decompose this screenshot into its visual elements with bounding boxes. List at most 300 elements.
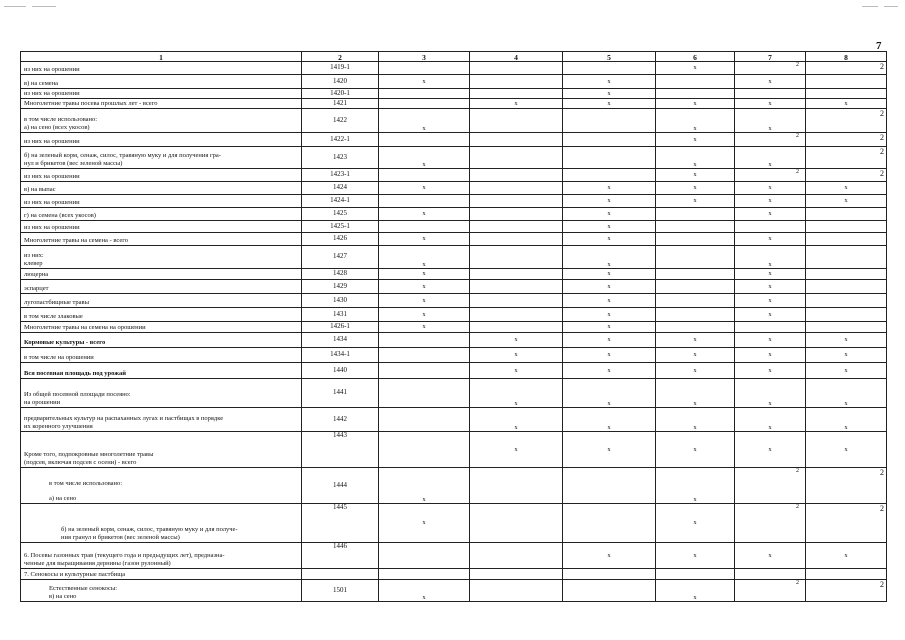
cell-col-4: [470, 308, 563, 322]
cell-col-4: [470, 208, 563, 221]
cell-col-3: [379, 348, 470, 363]
row-code: 1443: [302, 432, 379, 468]
cell-col-3: [379, 195, 470, 208]
cell-col-6: x: [656, 169, 735, 182]
column-header-1: 1: [21, 52, 302, 62]
header-rule-right: [862, 6, 878, 7]
cell-col-5: x: [563, 208, 656, 221]
cell-col-7: x: [735, 348, 806, 363]
cell-col-4: [470, 294, 563, 308]
row-code: 1424-1: [302, 195, 379, 208]
cell-col-3: x: [379, 208, 470, 221]
cell-col-7: x: [735, 408, 806, 432]
table-row: [21, 99, 887, 109]
row-code: 1427: [302, 246, 379, 269]
cell-col-4: [470, 269, 563, 280]
cell-col-3: x: [379, 504, 470, 543]
cell-col-5: x: [563, 182, 656, 195]
cell-col-5: x: [563, 221, 656, 233]
cell-col-4: [470, 147, 563, 169]
cell-col-7: x: [735, 269, 806, 280]
cell-col-5: x: [563, 348, 656, 363]
cell-col-3: x: [379, 109, 470, 133]
cell-col-5: x: [563, 379, 656, 408]
footnote-mark: 2: [880, 504, 884, 513]
row-code: 1425-1: [302, 221, 379, 233]
footnote-mark: 2: [796, 133, 799, 139]
statistics-table: [20, 51, 887, 602]
cell-col-3: x: [379, 269, 470, 280]
table-row: [21, 109, 887, 133]
cell-col-4: [470, 569, 563, 580]
column-header-4: 4: [470, 52, 563, 62]
row-code: 1422: [302, 109, 379, 133]
cell-col-8: [806, 147, 887, 169]
cell-col-7: x: [735, 333, 806, 348]
cell-col-4: [470, 182, 563, 195]
cell-col-5: [563, 109, 656, 133]
footnote-mark: 2: [880, 468, 884, 477]
cell-col-5: x: [563, 322, 656, 333]
row-label: б) на зеленый корм, сенаж, силос, травяную муку и для получе- ния гранул и брикетов (вес зеленой массы): [21, 504, 302, 543]
row-code: 1424: [302, 182, 379, 195]
cell-col-3: x: [379, 580, 470, 602]
cell-col-5: [563, 504, 656, 543]
table-row: [21, 580, 887, 602]
cell-col-6: [656, 208, 735, 221]
cell-col-7: [735, 169, 806, 182]
table-row: [21, 75, 887, 89]
cell-col-8: [806, 322, 887, 333]
cell-col-8: x: [806, 432, 887, 468]
row-label: Из общей посевной площади посеяно: на орошении: [21, 379, 302, 408]
cell-col-5: [563, 133, 656, 147]
header-rule-left-2: [32, 6, 56, 7]
footnote-mark: 2: [880, 62, 884, 71]
cell-col-6: [656, 280, 735, 294]
row-code: 1446: [302, 543, 379, 569]
cell-col-7: [735, 62, 806, 75]
cell-col-4: [470, 504, 563, 543]
footnote-mark: 2: [796, 468, 799, 474]
row-label: г) на семена (всех укосов): [21, 208, 302, 221]
cell-col-7: x: [735, 543, 806, 569]
cell-col-3: [379, 432, 470, 468]
cell-col-4: x: [470, 99, 563, 109]
row-code: 1421: [302, 99, 379, 109]
cell-col-8: [806, 62, 887, 75]
cell-col-5: x: [563, 543, 656, 569]
table-row: [21, 348, 887, 363]
cell-col-7: x: [735, 109, 806, 133]
cell-col-5: [563, 569, 656, 580]
cell-col-6: x: [656, 504, 735, 543]
row-code: 1422-1: [302, 133, 379, 147]
row-label: Кроме того, подпокровные многолетние травы (подсев, включая подсев с осени) - всего: [21, 432, 302, 468]
cell-col-3: x: [379, 147, 470, 169]
cell-col-7: x: [735, 233, 806, 246]
cell-col-6: x: [656, 348, 735, 363]
table-row: [21, 133, 887, 147]
cell-col-4: [470, 221, 563, 233]
table-row: [21, 333, 887, 348]
cell-col-4: [470, 62, 563, 75]
cell-col-8: [806, 233, 887, 246]
row-label: 7. Сенокосы и культурные пастбища: [21, 569, 302, 580]
row-code: 1441: [302, 379, 379, 408]
cell-col-4: [470, 195, 563, 208]
cell-col-4: x: [470, 363, 563, 379]
table-row: [21, 322, 887, 333]
row-code: 1434-1: [302, 348, 379, 363]
cell-col-6: x: [656, 408, 735, 432]
cell-col-4: [470, 468, 563, 504]
column-header-row: [21, 52, 887, 62]
row-code: [302, 569, 379, 580]
cell-col-4: [470, 75, 563, 89]
cell-col-3: [379, 89, 470, 99]
header-rule-left: [4, 6, 26, 7]
cell-col-6: [656, 246, 735, 269]
cell-col-8: x: [806, 348, 887, 363]
cell-col-8: [806, 504, 887, 543]
cell-col-5: [563, 62, 656, 75]
cell-col-7: [735, 322, 806, 333]
table-row: [21, 569, 887, 580]
row-label: б) на зеленый корм, сенаж, силос, травяную муку и для получения гра- нул и брикетов (вес зеленой массы): [21, 147, 302, 169]
cell-col-5: [563, 169, 656, 182]
row-code: 1423-1: [302, 169, 379, 182]
cell-col-3: [379, 221, 470, 233]
row-label: Многолетние травы посева прошлых лет - всего: [21, 99, 302, 109]
footnote-mark: 2: [880, 580, 884, 589]
cell-col-7: [735, 133, 806, 147]
cell-col-5: [563, 468, 656, 504]
cell-col-6: x: [656, 133, 735, 147]
footnote-mark: 2: [880, 147, 884, 156]
cell-col-4: [470, 169, 563, 182]
cell-col-3: x: [379, 182, 470, 195]
table-row: [21, 408, 887, 432]
cell-col-3: [379, 169, 470, 182]
cell-col-5: [563, 147, 656, 169]
cell-col-6: [656, 294, 735, 308]
row-label: из них на орошении: [21, 133, 302, 147]
cell-col-8: [806, 89, 887, 99]
cell-col-7: [735, 221, 806, 233]
row-label: из них на орошении: [21, 62, 302, 75]
cell-col-8: [806, 468, 887, 504]
cell-col-8: x: [806, 379, 887, 408]
cell-col-6: [656, 75, 735, 89]
row-label: люцерна: [21, 269, 302, 280]
row-label: из них на орошении: [21, 195, 302, 208]
header-rule-right-2: [884, 6, 898, 7]
row-code: 1419-1: [302, 62, 379, 75]
cell-col-4: x: [470, 379, 563, 408]
row-label: 6. Посевы газонных трав (текущего года и предыдущих лет), предназна- ченные для выращивания дернины (газон рулонный): [21, 543, 302, 569]
cell-col-6: x: [656, 182, 735, 195]
page-number: 7: [876, 40, 882, 52]
footnote-mark: 2: [796, 62, 799, 68]
cell-col-4: x: [470, 348, 563, 363]
cell-col-4: [470, 580, 563, 602]
cell-col-6: x: [656, 543, 735, 569]
row-label: в том числе использовано: а) на сено (всех укосов): [21, 109, 302, 133]
table-row: [21, 269, 887, 280]
row-code: 1430: [302, 294, 379, 308]
cell-col-3: [379, 379, 470, 408]
row-code: 1428: [302, 269, 379, 280]
cell-col-8: [806, 246, 887, 269]
cell-col-6: x: [656, 62, 735, 75]
cell-col-4: [470, 280, 563, 294]
row-code: 1445: [302, 504, 379, 543]
cell-col-6: [656, 308, 735, 322]
cell-col-5: x: [563, 333, 656, 348]
cell-col-5: x: [563, 75, 656, 89]
cell-col-8: x: [806, 182, 887, 195]
cell-col-4: [470, 133, 563, 147]
table-body: [21, 62, 887, 602]
cell-col-7: x: [735, 147, 806, 169]
cell-col-7: x: [735, 432, 806, 468]
cell-col-3: [379, 133, 470, 147]
cell-col-7: x: [735, 280, 806, 294]
cell-col-5: x: [563, 246, 656, 269]
cell-col-8: x: [806, 195, 887, 208]
table-row: [21, 308, 887, 322]
cell-col-3: x: [379, 322, 470, 333]
cell-col-4: [470, 322, 563, 333]
cell-col-8: [806, 280, 887, 294]
row-code: 1426: [302, 233, 379, 246]
cell-col-8: x: [806, 363, 887, 379]
cell-col-8: x: [806, 99, 887, 109]
row-label: Многолетние травы на семена на орошении: [21, 322, 302, 333]
row-label: Многолетние травы на семена - всего: [21, 233, 302, 246]
cell-col-5: x: [563, 294, 656, 308]
table-row: [21, 294, 887, 308]
row-code: 1425: [302, 208, 379, 221]
table-row: [21, 246, 887, 269]
column-header-3: 3: [379, 52, 470, 62]
footnote-mark: 2: [880, 133, 884, 142]
row-label: Естественные сенокосы: в) на сено: [21, 580, 302, 602]
footnote-mark: 2: [796, 169, 799, 175]
table-row: [21, 280, 887, 294]
row-code: 1431: [302, 308, 379, 322]
footnote-mark: 2: [796, 504, 799, 510]
cell-col-3: x: [379, 246, 470, 269]
cell-col-6: [656, 322, 735, 333]
row-code: 1429: [302, 280, 379, 294]
row-code: 1434: [302, 333, 379, 348]
cell-col-3: [379, 569, 470, 580]
table-row: [21, 89, 887, 99]
table-row: [21, 432, 887, 468]
cell-col-8: [806, 569, 887, 580]
cell-col-8: x: [806, 333, 887, 348]
table-row: [21, 169, 887, 182]
cell-col-4: x: [470, 333, 563, 348]
cell-col-6: x: [656, 147, 735, 169]
cell-col-6: [656, 569, 735, 580]
cell-col-8: [806, 294, 887, 308]
cell-col-5: x: [563, 363, 656, 379]
table-row: [21, 147, 887, 169]
cell-col-7: x: [735, 379, 806, 408]
cell-col-5: x: [563, 99, 656, 109]
cell-col-6: x: [656, 333, 735, 348]
table-row: [21, 543, 887, 569]
cell-col-6: x: [656, 363, 735, 379]
cell-col-4: [470, 109, 563, 133]
table-row: [21, 195, 887, 208]
cell-col-8: [806, 109, 887, 133]
row-code: 1440: [302, 363, 379, 379]
table-row: [21, 233, 887, 246]
cell-col-3: [379, 408, 470, 432]
cell-col-7: [735, 89, 806, 99]
cell-col-8: [806, 75, 887, 89]
cell-col-7: x: [735, 208, 806, 221]
cell-col-5: [563, 580, 656, 602]
table-row: [21, 182, 887, 195]
cell-col-6: [656, 269, 735, 280]
cell-col-6: [656, 89, 735, 99]
cell-col-8: [806, 169, 887, 182]
cell-col-5: x: [563, 408, 656, 432]
cell-col-5: x: [563, 280, 656, 294]
cell-col-8: [806, 221, 887, 233]
cell-col-4: [470, 543, 563, 569]
row-code: 1426-1: [302, 322, 379, 333]
cell-col-8: x: [806, 408, 887, 432]
table-row: [21, 363, 887, 379]
row-label: в том числе на орошении: [21, 348, 302, 363]
cell-col-8: [806, 133, 887, 147]
cell-col-4: [470, 89, 563, 99]
footnote-mark: 2: [880, 169, 884, 178]
row-label: эспарцет: [21, 280, 302, 294]
cell-col-8: [806, 580, 887, 602]
row-label: в) на выпас: [21, 182, 302, 195]
cell-col-6: x: [656, 379, 735, 408]
cell-col-7: [735, 468, 806, 504]
column-header-7: 7: [735, 52, 806, 62]
cell-col-5: x: [563, 308, 656, 322]
cell-col-5: x: [563, 233, 656, 246]
cell-col-3: x: [379, 233, 470, 246]
cell-col-4: x: [470, 408, 563, 432]
cell-col-3: x: [379, 468, 470, 504]
row-code: 1420-1: [302, 89, 379, 99]
cell-col-7: x: [735, 75, 806, 89]
cell-col-7: x: [735, 308, 806, 322]
row-code: 1442: [302, 408, 379, 432]
cell-col-3: x: [379, 280, 470, 294]
row-label: Вся посевная площадь под урожай: [21, 363, 302, 379]
cell-col-3: [379, 62, 470, 75]
cell-col-3: x: [379, 75, 470, 89]
cell-col-7: [735, 569, 806, 580]
cell-col-6: x: [656, 468, 735, 504]
cell-col-7: x: [735, 182, 806, 195]
cell-col-4: x: [470, 432, 563, 468]
cell-col-7: x: [735, 246, 806, 269]
cell-col-5: x: [563, 432, 656, 468]
row-code: 1420: [302, 75, 379, 89]
column-header-6: 6: [656, 52, 735, 62]
row-label: в) на семена: [21, 75, 302, 89]
cell-col-3: x: [379, 294, 470, 308]
cell-col-7: x: [735, 99, 806, 109]
footnote-mark: 2: [880, 109, 884, 118]
cell-col-5: x: [563, 269, 656, 280]
row-label: из них на орошении: [21, 89, 302, 99]
cell-col-4: [470, 246, 563, 269]
column-header-5: 5: [563, 52, 656, 62]
cell-col-3: [379, 99, 470, 109]
cell-col-6: [656, 233, 735, 246]
table-row: [21, 208, 887, 221]
column-header-8: 8: [806, 52, 887, 62]
cell-col-6: x: [656, 432, 735, 468]
row-code: 1501: [302, 580, 379, 602]
row-label: из них: клевер: [21, 246, 302, 269]
cell-col-6: x: [656, 99, 735, 109]
cell-col-4: [470, 233, 563, 246]
cell-col-5: x: [563, 89, 656, 99]
row-label: в том числе злаковые: [21, 308, 302, 322]
cell-col-8: [806, 208, 887, 221]
footnote-mark: 2: [796, 580, 799, 586]
row-code: 1423: [302, 147, 379, 169]
cell-col-3: x: [379, 308, 470, 322]
row-code: 1444: [302, 468, 379, 504]
cell-col-7: x: [735, 363, 806, 379]
table-row: [21, 221, 887, 233]
cell-col-6: x: [656, 580, 735, 602]
cell-col-8: [806, 269, 887, 280]
cell-col-7: [735, 504, 806, 543]
column-header-2: 2: [302, 52, 379, 62]
cell-col-8: [806, 308, 887, 322]
row-label: предварительных культур на распаханных лугах и пастбищах в порядке их коренного улучшения: [21, 408, 302, 432]
row-label: из них на орошении: [21, 169, 302, 182]
row-label: лугопастбищные травы: [21, 294, 302, 308]
cell-col-3: [379, 333, 470, 348]
cell-col-6: [656, 221, 735, 233]
table-row: [21, 62, 887, 75]
table-row: [21, 468, 887, 504]
cell-col-7: x: [735, 195, 806, 208]
cell-col-6: x: [656, 109, 735, 133]
cell-col-5: x: [563, 195, 656, 208]
table-row: [21, 379, 887, 408]
cell-col-6: x: [656, 195, 735, 208]
row-label: в том числе использовано: а) на сено: [21, 468, 302, 504]
cell-col-3: [379, 543, 470, 569]
cell-col-8: x: [806, 543, 887, 569]
row-label: из них на орошении: [21, 221, 302, 233]
row-label: Кормовые культуры - всего: [21, 333, 302, 348]
cell-col-7: [735, 580, 806, 602]
table-row: [21, 504, 887, 543]
cell-col-7: x: [735, 294, 806, 308]
cell-col-3: [379, 363, 470, 379]
